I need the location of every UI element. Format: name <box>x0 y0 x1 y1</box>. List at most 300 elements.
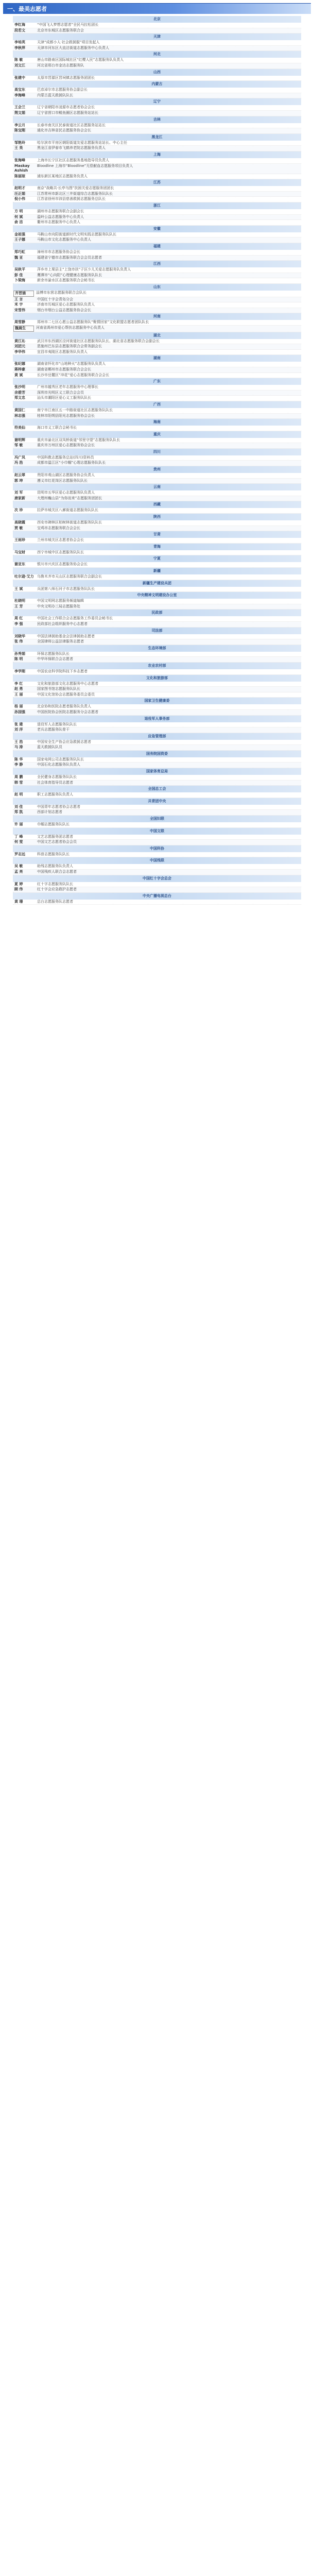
list-item <box>13 391 301 396</box>
list-item <box>13 455 301 461</box>
person-description: 中国青年志愿者协会志愿者 <box>37 804 80 809</box>
person-description: 遵义市红花岗区志愿服务队队长 <box>37 478 88 483</box>
list-item <box>13 490 301 496</box>
person-description: 总台志愿服务队志愿者 <box>37 899 73 904</box>
region-header: 内蒙古 <box>13 81 301 88</box>
person-name: 孟 亮 <box>14 870 23 874</box>
list-item <box>13 757 301 763</box>
person-name: 邹艳玲 <box>14 140 25 145</box>
person-name: 俞 洁 <box>14 220 23 225</box>
list-item <box>13 23 301 28</box>
person-description: 湖州市志愿服务联合会副会长 <box>37 209 84 214</box>
list-item <box>13 900 301 905</box>
person-name: 许 丽 <box>14 822 23 827</box>
list-item <box>13 320 301 326</box>
person-description: 新余市渝水区志愿服务联合会秘书长 <box>37 278 95 283</box>
list-item <box>13 267 301 273</box>
person-name: 郑 凯 <box>14 810 23 815</box>
person-description: 社会体育指导员志愿者 <box>37 780 73 785</box>
person-name: 周 鹏 <box>14 775 23 779</box>
region-header: 上海 <box>13 151 301 158</box>
list-item <box>13 256 301 261</box>
person-name: 孙国强 <box>14 709 25 714</box>
region-header: 北京 <box>13 16 301 23</box>
region-header: 中国残联 <box>13 857 301 864</box>
list-item <box>13 362 301 367</box>
person-name: 余碧芳 <box>14 390 25 395</box>
person-name: 荆文娟 <box>14 110 25 115</box>
person-name: 韩 雪 <box>14 780 23 785</box>
list-item <box>13 775 301 781</box>
region-header: 陕西 <box>13 514 301 520</box>
person-name: 李学刚 <box>14 669 25 673</box>
list-item <box>13 58 301 63</box>
list-item <box>13 622 301 628</box>
person-name: 陈 华 <box>14 757 23 761</box>
person-description: 中国石化志愿服务队负责人 <box>37 762 80 767</box>
person-description: 中国文化馆协会志愿服务委员会委员 <box>37 692 95 697</box>
person-description: 萍乡市上栗县主“上饶市扶”子区少儿关爱志愿服务队负责人 <box>37 267 131 272</box>
person-name: 周 红 <box>14 616 23 621</box>
person-description: 中国医院协会医院志愿服务分会志愿者 <box>37 709 98 714</box>
person-description: 西宁市城中区志愿服务队队长 <box>37 550 84 554</box>
person-description: 西部计划志愿者 <box>37 810 62 815</box>
person-description: 中国社会工作联合会志愿服务工作委员会秘书长 <box>37 616 113 621</box>
person-name: 张 建 <box>14 722 23 726</box>
person-name: 张纪娜 <box>14 362 25 366</box>
list-item <box>13 278 301 284</box>
list-item <box>13 128 301 134</box>
list-item <box>13 396 301 401</box>
list-item <box>13 704 301 710</box>
list-item <box>13 197 301 202</box>
person-description: 淄博市东营志愿服务联合会队长 <box>36 291 86 295</box>
region-header: 河南 <box>13 313 301 320</box>
region-header: 生态环境部 <box>13 645 301 652</box>
person-description: 国家电网公司志愿服务队队长 <box>37 757 84 761</box>
person-name: 马 涛 <box>14 745 23 750</box>
region-header: 黑龙江 <box>13 134 301 141</box>
list-item <box>13 550 301 556</box>
person-description: 大理州巍山县“为你而来”志愿服务团团长 <box>37 496 102 500</box>
person-description: 兵团第八师石河子市志愿服务队队长 <box>37 586 95 591</box>
person-name: 郑文忠 <box>14 396 25 400</box>
person-description: 马鞍山市向阳街道新时代文明实践志愿服务队队长 <box>37 232 116 236</box>
list-item <box>13 40 301 46</box>
person-name: 陈丽琼 <box>14 174 25 178</box>
person-description: 文艺志愿服务团志愿者 <box>37 834 73 839</box>
person-description: 辽宁省朝阳市凌源市志愿者协会会长 <box>37 105 95 110</box>
person-name: 李秋萍 <box>14 45 25 50</box>
person-name: 李培英 <box>14 40 25 45</box>
list-item <box>13 669 301 675</box>
person-description: 老兵志愿服务队骨干 <box>37 727 69 732</box>
person-description: 北京协和医院志愿者服务队负责人 <box>37 704 91 709</box>
list-item <box>13 822 301 828</box>
region-header: 中国科协 <box>13 845 301 852</box>
person-name: 李 静 <box>14 762 23 767</box>
list-item <box>13 616 301 622</box>
person-name: 汪正娟 <box>14 191 25 196</box>
person-description: 中华环保联合会志愿者 <box>37 657 73 662</box>
list-item <box>13 870 301 875</box>
person-name: 冯 浩 <box>14 461 23 465</box>
region-header: 辽宁 <box>13 98 301 105</box>
person-description: 西安市碑林区柏树林街道志愿服务队队长 <box>37 520 102 525</box>
region-header: 共青团中央 <box>13 798 301 805</box>
person-description: 内蒙古蓝天救援队队长 <box>37 93 73 97</box>
person-description: 中国安全生产协会应急救援志愿者 <box>37 739 91 744</box>
person-name: 谢明辉 <box>14 437 25 442</box>
region-header: 农业农村部 <box>13 663 301 669</box>
person-name: 黄江沁 <box>14 338 25 343</box>
list-item <box>13 479 301 484</box>
person-description: 中央文明办三局志愿服务处 <box>37 604 80 608</box>
person-description: 职工志愿服务队负责人 <box>37 792 73 797</box>
person-name: 倪小伟 <box>14 197 25 201</box>
list-item <box>13 520 301 526</box>
list-item <box>13 339 301 345</box>
person-description: 恩施州巴东县志愿服务联合会常务副会长 <box>37 344 102 349</box>
person-description: 江苏常州市新北区三井街道综合志愿服务队队长 <box>37 191 113 196</box>
list-item <box>13 740 301 745</box>
person-name: 李 强 <box>14 621 23 626</box>
list-item <box>13 273 301 279</box>
person-name: 郑巧虹 <box>14 250 25 255</box>
person-name: 吴秋平 <box>14 267 25 272</box>
region-header: 贵州 <box>13 466 301 473</box>
region-header: 广西 <box>13 401 301 408</box>
list-item <box>13 385 301 391</box>
list-item <box>13 840 301 845</box>
person-name: 顾 伟 <box>14 887 23 892</box>
person-name: 李华伟 <box>14 349 25 354</box>
person-name: 魏 亚 <box>14 255 23 260</box>
list-item <box>13 805 301 810</box>
person-name: 蒋梓豪 <box>14 367 25 371</box>
person-name: 李云月 <box>14 123 25 127</box>
person-description: 巴彦淖尔市志愿服务协会副会长 <box>37 88 88 92</box>
list-item <box>13 46 301 52</box>
section-title: 一、最美志愿者 <box>7 6 47 12</box>
list-item <box>13 302 301 308</box>
person-name: 魏晨生 <box>13 326 34 332</box>
region-header: 宁夏 <box>13 555 301 562</box>
region-header: 广东 <box>13 378 301 385</box>
list-item <box>13 443 301 449</box>
list-item <box>13 682 301 687</box>
person-description: 科普志愿服务队队长 <box>37 852 69 856</box>
list-item <box>13 461 301 466</box>
list-item <box>13 792 301 798</box>
region-header: 云南 <box>13 484 301 490</box>
person-description: 文化和旅游部文化志愿服务中心志愿者 <box>37 681 98 686</box>
person-name: 周雪静 <box>14 320 25 325</box>
person-description: 国家图书馆志愿服务队队长 <box>37 687 80 691</box>
region-header: 新疆 <box>13 568 301 574</box>
region-header: 国家卫生健康委 <box>13 698 301 704</box>
person-description: 红十字志愿服务队队长 <box>37 882 73 886</box>
person-description: 汕头市潮阳区爱心义工服务队队长 <box>37 396 91 400</box>
list-item <box>13 174 301 180</box>
person-description: 黑龙江省伊春市飞鹤养老院志愿服务负责人 <box>37 146 106 150</box>
person-description: 长春市南关区民泰街道社区志愿服务站站长 <box>37 123 106 127</box>
list-item <box>13 864 301 870</box>
person-description: 全国律师公益法律服务志愿者 <box>37 639 84 644</box>
list-item <box>13 373 301 379</box>
person-name: 王 言 <box>14 297 23 301</box>
person-description: 太原市晋源区晋祠镇志愿服务团团长 <box>37 75 95 80</box>
person-description: 温岭公益志愿服务中心负责人 <box>37 214 84 219</box>
person-description: 南宁市江南区五一中路街道社区志愿服务队队长 <box>37 408 113 412</box>
person-name: 王会兰 <box>14 105 25 110</box>
person-description: 乌鲁木齐市天山区志愿服务联合会副会长 <box>37 574 102 579</box>
list-item <box>13 232 301 238</box>
section-title-bar <box>3 3 311 14</box>
person-description: 河南省禹州市爱心帮扶志愿服务中心负责人 <box>36 325 104 330</box>
list-item <box>13 238 301 243</box>
region-header: 浙江 <box>13 202 301 209</box>
person-name: 谢亚东 <box>14 562 25 567</box>
list-item <box>13 639 301 645</box>
person-description: 中国文艺志愿者协会会员 <box>37 840 77 844</box>
list-item <box>13 111 301 116</box>
region-header: 青海 <box>13 544 301 550</box>
person-description: 上海市长宁区社区志愿服务基地指导员负责人 <box>37 158 109 162</box>
person-name: 李 红 <box>14 681 23 686</box>
person-description: 退役军人志愿服务队队长 <box>37 722 77 726</box>
person-name: 刘文江 <box>14 63 25 67</box>
person-name: 罗志远 <box>14 852 25 856</box>
person-description: 通化市吉林省民志愿服务协会会长 <box>37 128 91 133</box>
person-name: 高宝东 <box>14 88 25 92</box>
list-item <box>13 538 301 544</box>
person-description: 浦东新区某地区志愿服务负责人 <box>37 174 88 178</box>
person-name: 杜晓明 <box>14 599 25 603</box>
region-header: 司法部 <box>13 628 301 634</box>
person-name: 吴 敏 <box>14 864 23 869</box>
list-item <box>13 215 301 221</box>
list-item <box>13 186 301 192</box>
person-description: 唐山市路南区国际城社区“红樱人民”志愿服务队负责人 <box>37 58 124 62</box>
person-name: Maskay Ashish <box>14 163 30 173</box>
person-description: 助残志愿服务队负责人 <box>37 864 73 869</box>
person-name: 张 伟 <box>14 639 23 644</box>
list-item <box>13 367 301 373</box>
person-name: 彭 佳 <box>14 273 23 277</box>
person-description: 中国文明网志愿服务频道编辑 <box>37 599 84 603</box>
region-header: 重庆 <box>13 431 301 438</box>
list-item <box>13 308 301 314</box>
person-name: 黄国仁 <box>14 408 25 412</box>
person-name: 王 昊 <box>14 146 23 150</box>
list-item <box>13 438 301 444</box>
list-item <box>13 192 301 197</box>
list-item <box>13 326 301 332</box>
list-item <box>13 63 301 69</box>
person-description: 郑州市二七区心愿公益志愿服务队“聚情回家”文化联盟志愿者团队队长 <box>37 320 149 325</box>
region-header: 福建 <box>13 243 301 250</box>
person-name: 王雨珍 <box>14 538 25 543</box>
list-item <box>13 350 301 355</box>
list-item <box>13 141 301 146</box>
list-item <box>13 88 301 93</box>
person-name: 张建中 <box>14 75 25 80</box>
person-description: 民政部社会组织服务中心志愿者 <box>37 621 88 626</box>
region-header: 国家体育总局 <box>13 768 301 775</box>
person-name: 齐晋涵 <box>13 291 34 297</box>
person-description: 中国红十字会青岛分会 <box>37 297 73 301</box>
list-item <box>13 810 301 816</box>
person-description: 湖南省怀化市“山地种火”志愿服务队负责人 <box>37 362 106 366</box>
list-item <box>13 209 301 215</box>
person-description: 蓝天救援队队员 <box>37 745 62 750</box>
person-name: 卜梁海 <box>14 278 25 283</box>
person-name: 贾 敏 <box>14 526 23 530</box>
region-header: 海南 <box>13 419 301 426</box>
list-item <box>13 604 301 610</box>
person-description: 辽宁省营口市鲅鱼圈区志愿服务站站长 <box>37 110 98 115</box>
person-name: 张沙明 <box>14 385 25 389</box>
person-name: 金祖强 <box>14 232 25 236</box>
person-description: 重庆市渝北区双凤桥街道“邻里守望”志愿服务队队长 <box>37 437 120 442</box>
person-name: 邹 敏 <box>14 443 23 448</box>
person-name: 次 珍 <box>14 508 23 513</box>
person-name: 王子娜 <box>14 238 25 242</box>
person-name: 刘晓华 <box>14 634 25 638</box>
list-item <box>13 745 301 751</box>
region-header: 山西 <box>13 69 301 76</box>
person-description: 深圳市光明区义工联合会会员 <box>37 390 84 395</box>
person-name: 刘 洋 <box>14 727 23 732</box>
list-item <box>13 562 301 568</box>
region-header: 甘肃 <box>13 531 301 538</box>
person-description: 重庆市万州区爱心志愿服务协会会长 <box>37 443 95 448</box>
list-item <box>13 76 301 81</box>
person-description: 成都市温江区“小巾帼”心理志愿服务队队长 <box>37 461 106 465</box>
person-description: 福建省宁德市志愿服务联合会会员志愿者 <box>37 255 102 260</box>
person-name: 李海峰 <box>14 93 25 97</box>
list-item <box>13 508 301 514</box>
person-description: 广州市越秀区老年志愿服务中心理事长 <box>37 385 98 389</box>
person-name: 李红海 <box>14 23 25 27</box>
person-description: 拉萨市城关区八廓街道志愿服务队队长 <box>37 508 98 513</box>
person-description: 江苏省徐州市沛县慈善救援志愿服务总队长 <box>37 197 106 201</box>
person-name: 王 芳 <box>14 604 23 608</box>
list-item <box>13 146 301 151</box>
list-item <box>13 164 301 174</box>
person-name: 张海峰 <box>14 158 25 162</box>
list-item <box>13 93 301 99</box>
person-name: 陈 明 <box>14 657 23 662</box>
person-description: 衢州市志愿服务中心负责人 <box>37 220 80 225</box>
region-header: 国务院国资委 <box>13 751 301 757</box>
list-item <box>13 657 301 663</box>
person-description: 桂林市阳朔县阳光志愿服务协会会长 <box>37 413 95 418</box>
person-name: 夏 婷 <box>14 882 23 886</box>
person-name: 赵明才 <box>14 186 25 191</box>
region-header: 中国文联 <box>13 828 301 835</box>
region-header: 退役军人事务部 <box>13 716 301 722</box>
list-item <box>13 762 301 768</box>
list-item <box>13 220 301 226</box>
region-header: 吉林 <box>13 116 301 123</box>
region-header: 江西 <box>13 261 301 267</box>
person-description: 天津“成都小人·社会救援服”项目发起人 <box>37 40 100 45</box>
person-name: 唐家新 <box>14 496 25 500</box>
person-name: 赵云翠 <box>14 473 25 478</box>
person-name: 符美仙 <box>14 426 25 430</box>
person-name: 冯广凤 <box>14 455 25 460</box>
list-item <box>13 344 301 350</box>
person-name: 王 丽 <box>14 692 23 697</box>
person-name: 赵 明 <box>14 792 23 797</box>
person-description: 武汉市东西湖区泾河街道社区志愿服务队队长、湖北省志愿服务联合会副会长 <box>37 338 160 343</box>
volunteer-list <box>13 16 301 905</box>
person-description: “中国飞人梦想志愿者”全民马拉松团长 <box>37 23 99 27</box>
list-item <box>13 634 301 640</box>
person-name: 何 斌 <box>14 214 23 219</box>
person-description: 贵阳市观山湖区志愿服务协会负责人 <box>37 473 95 478</box>
person-name: 郭 坤 <box>14 478 23 483</box>
person-description: 天津市河东区大直沽街道志愿服务中心负责人 <box>37 45 109 50</box>
person-description: 中国残疾人联合会志愿者 <box>37 870 77 874</box>
person-name: 杨 丽 <box>14 704 23 709</box>
region-header: 湖南 <box>13 355 301 362</box>
list-item <box>13 710 301 716</box>
region-header: 安徽 <box>13 226 301 232</box>
region-header: 新疆生产建设兵团 <box>13 580 301 587</box>
person-name: 王 斌 <box>14 586 23 591</box>
person-name: 段若文 <box>14 28 25 32</box>
person-description: 全民健身志愿服务队队长 <box>37 775 77 779</box>
region-header: 山东 <box>13 284 301 291</box>
person-description: 银川市兴庆区志愿服务协会会长 <box>37 562 88 567</box>
list-item <box>13 158 301 164</box>
region-header: 中央广播电视总台 <box>13 893 301 900</box>
person-description: 济南市历城区爱心志愿服务队负责人 <box>37 302 95 307</box>
region-header: 天津 <box>13 33 301 40</box>
list-item <box>13 473 301 479</box>
list-item <box>13 250 301 256</box>
person-name: 王 浩 <box>14 739 23 744</box>
region-header: 全国妇联 <box>13 816 301 822</box>
person-description: 马鞍山市文化志愿服务中心负责人 <box>37 238 91 242</box>
list-item <box>13 414 301 419</box>
person-name: 何 雯 <box>14 840 23 844</box>
list-item <box>13 408 301 414</box>
person-description: 宝鸡市志愿服务联合会会长 <box>37 526 80 530</box>
list-item <box>13 599 301 604</box>
person-name: 孙秀娟 <box>14 651 25 656</box>
list-item <box>13 587 301 592</box>
person-description: 中国科教志愿服务总站(四川)资料员 <box>37 455 94 460</box>
person-name: 米 宇 <box>14 302 23 307</box>
list-item <box>13 692 301 698</box>
person-description: 宜昌市夷陵区志愿服务队负责人 <box>37 349 88 354</box>
list-item <box>13 526 301 532</box>
person-description: 哈尔滨市平房区朝阳街道友爱志愿服务站站长、中心主任 <box>37 140 127 145</box>
person-name: 陈 敏 <box>14 58 23 62</box>
person-description: 鹰潭市“心向阳”心理健康志愿服务队队长 <box>37 273 102 277</box>
region-header: 河北 <box>13 51 301 58</box>
person-description: 湖南省郴州市志愿服务联合会会长 <box>37 367 91 371</box>
person-description: 巾帼志愿服务队队长 <box>37 822 69 827</box>
list-item <box>13 291 301 297</box>
region-header: 湖北 <box>13 332 301 339</box>
list-item <box>13 123 301 129</box>
person-description: 中国法律援助基金会法律援助志愿者 <box>37 634 95 638</box>
